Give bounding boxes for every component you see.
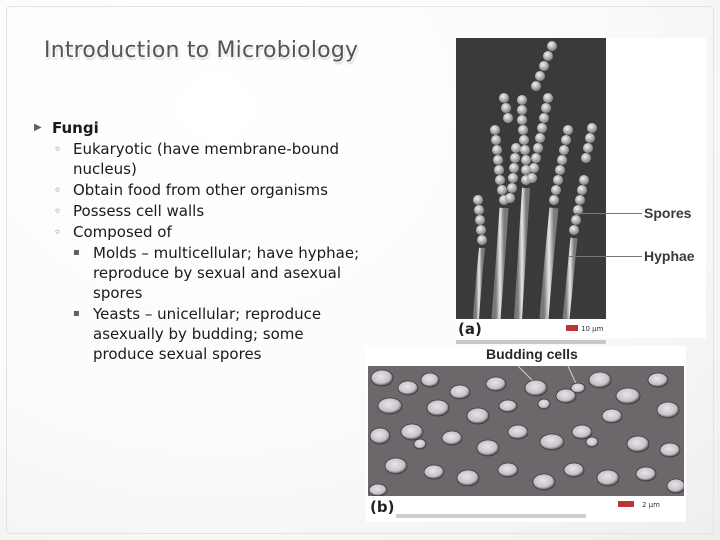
ring-icon: ◦: [54, 204, 62, 218]
slide-title: Introduction to Microbiology: [44, 38, 359, 63]
bullet-level2: [54, 222, 364, 242]
triangle-right-icon: ▶: [34, 122, 42, 133]
spores-leader-line: [576, 213, 642, 214]
yeast-figure: [366, 346, 686, 522]
ring-icon: ◦: [54, 183, 62, 197]
figure-a-scale-text: 10 μm: [581, 325, 604, 333]
bullet-sub-item: Molds – multicellular; have hyphae; reproduce by sexual and asexual spores: [93, 244, 360, 302]
ring-icon: ◦: [54, 142, 62, 156]
bullet-level2: [54, 139, 364, 179]
hyphae-label: Hyphae: [644, 248, 695, 264]
scale-badge: [566, 325, 578, 331]
figure-a-credit-line: [456, 340, 606, 344]
hyphae-leader-line: [568, 256, 642, 257]
figure-a-scale: [566, 325, 606, 333]
bullet-fungi: Fungi: [52, 119, 99, 137]
bullet-item: Obtain food from other organisms: [73, 181, 328, 199]
bullet-item: Eukaryotic (have membrane-bound nucleus): [73, 140, 340, 178]
spores-label: Spores: [644, 205, 692, 221]
yeast-micrograph-drawing: [368, 366, 684, 496]
budding-cells-label: Budding cells: [486, 346, 578, 362]
bullet-level3: [73, 304, 364, 364]
figure-b-label: (b): [370, 498, 395, 516]
bullet-level2: [54, 201, 364, 221]
bullet-list: [34, 118, 364, 364]
bullet-level1: [34, 118, 364, 138]
mold-figure: [456, 38, 706, 338]
figure-a-label: (a): [458, 320, 482, 338]
square-icon: ▪: [73, 247, 80, 258]
mold-micrograph-drawing: [456, 38, 606, 319]
ring-icon: ◦: [54, 225, 62, 239]
bullet-level3: [73, 243, 364, 303]
figure-b-credit-line: [396, 514, 586, 518]
square-icon: ▪: [73, 308, 80, 319]
bullet-sub-item: Yeasts – unicellular; reproduce asexually by budding; some produce sexual spores: [93, 305, 322, 363]
bullet-item: Composed of: [73, 223, 172, 241]
yeast-micrograph: [368, 366, 684, 496]
figure-b-scale: [618, 501, 660, 509]
bullet-item: Possess cell walls: [73, 202, 205, 220]
mold-micrograph: [456, 38, 606, 319]
bullet-level2: [54, 180, 364, 200]
scale-badge: [618, 501, 634, 507]
figure-b-scale-text: 2 μm: [642, 501, 660, 509]
